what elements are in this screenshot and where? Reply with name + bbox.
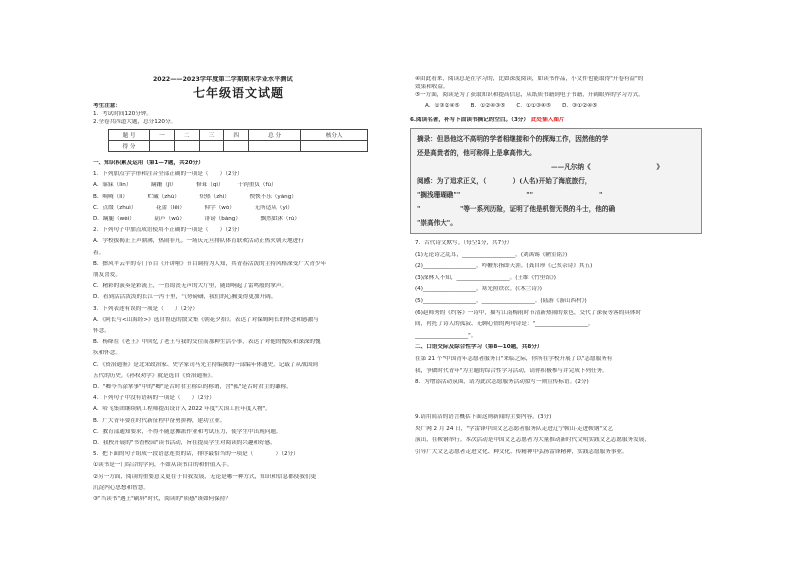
excerpt-line: "搁浅珊瑚礁"" "" " — [417, 191, 603, 199]
text-line: 3．下列表述有误的一项是（ ）（2分） — [93, 305, 199, 312]
text-line: 朋友喜爱。 — [93, 272, 121, 278]
excerpt-line: "崇高伟大"。 — [417, 219, 457, 227]
text-line: ④由此看来，阅读总是在学习的，比如深度阅读，如读书作品，小文件也能取得"开卷有益"的 — [415, 76, 644, 82]
text-line: A．学校拔揭止上声鼎沸，热闹非凡。一场庆元旦排队体育联欢活动正热火朝天地进行 — [93, 238, 304, 245]
text-line: 五代的历史。《孙权劝学》就是选自《资治通鉴》。 — [93, 372, 217, 379]
text-line: 8．为增添活动氛围，请为此次志愿服务活动拟写一则宣传标语。(2分) — [415, 379, 589, 386]
score-table — [108, 129, 368, 152]
q5-options: A．①③②④⑤ B．①②④③⑤ C．①①③④⑤ D．③①②④⑤ — [425, 103, 598, 109]
score-cell — [301, 141, 368, 152]
score-cell: 三 — [199, 130, 224, 141]
text-line: ②另一方面，阅读的重要意义更在于自我发展，无论是哪一种方式，知识和信息都使我们更 — [93, 473, 317, 480]
text-line: B．杨绛在《老王》中回忆了老王与我的交往而那种生活小事，表达了对他的愧疚和深深的愧 — [93, 339, 321, 346]
text-line: 一、知识积累及运用（第1—7题，共20分） — [93, 160, 204, 166]
text-line: (1)无论诗之乱耳，___________________。(刘禹锡《陋室铭》) — [415, 251, 568, 258]
excerpt-line: 还是高贵者的，他可称得上是拿高伟大。 — [417, 149, 536, 157]
text-line: 二、口语交际及综合性学习（第8—10题，共8分） — [415, 344, 543, 351]
notice-line-2: 2.全卷共四道大题，总分120分。 — [93, 119, 177, 125]
text-line: ③"当读书"遇上"刷屏"时代，阅读的"质感"该如何保持？ — [93, 496, 231, 502]
excerpt-image — [410, 128, 702, 234]
text-line: ①读书是一门综合的学问，不如从读书目的和价值入手。 — [93, 462, 233, 469]
text-line: D．"卿今当涂掌事"中的"卿"是古时君主称臣的称谓，含"孤"是古时君主的谦称。 — [93, 384, 292, 390]
text-line: 2．下列句子中加点成语使用不正确的一项是（ ）（2分） — [93, 227, 243, 234]
score-cell: 总 分 — [249, 130, 301, 141]
text-line: 间，衬托了诗人的孤寂、无聊心情的两句诗是："___________________， — [415, 321, 594, 328]
text-line: 1．下列加点字字形和注音全部正确的一项是（ ）（2分） — [93, 171, 243, 178]
score-cell: 核分人 — [301, 130, 368, 141]
text-line: (5)___________________，___________________。(陆游《游山西村》) — [415, 298, 587, 304]
score-table-header-row — [109, 130, 368, 141]
text-line: D．蹒腿（wèi） 葫芦（wǔ） 诽谤（bàng） 飘然如沐（rú） — [93, 216, 300, 222]
text-line: 央广网 2 月 24 日，"学雷锋中国文艺志愿者服务队走进辽宁鞍山·走进鞍钢"文艺 — [415, 425, 614, 432]
text-line: C．《资治通鉴》是北宋政治家、史学家司马光主持编撰的一部编年体通史，记载了从战国到 — [93, 361, 318, 368]
score-cell — [249, 141, 301, 152]
excerpt-line: " "等一系列历险，证明了他是机智无畏的斗士，他的确 — [417, 205, 616, 213]
text-line: B．啁啁（lì） 贮藏（zhù） 炽热（zhì） 怏怏不乐（yàng） — [93, 193, 297, 200]
text-line: C．教育部通知要求，不得不随意摊派作业和考试压力，使学生中出现问题。 — [93, 428, 282, 435]
text-line: B．广大青年要在时代新征程中奋勇拼搏，建功立业。 — [93, 417, 226, 424]
text-line: 着。 — [93, 249, 105, 256]
text-line: 怀念。 — [93, 328, 110, 334]
score-cell — [150, 141, 175, 152]
text-line: (6)赵师秀的《约客》一诗中，描写江南梅雨时节清新热闹的景色，交代了深夜等客的具体时 — [415, 309, 642, 316]
text-line: (3)深林人不知，___________________。(王维《竹里馆》) — [415, 274, 556, 281]
text-line: ___________________"。 — [415, 332, 477, 339]
text-line: D．我校开展的"书香校园"读书活动，旨在提高学生对阅读的兴趣和好感。 — [93, 440, 276, 446]
notice-label: 考生注意： — [93, 103, 121, 109]
excerpt-line: ——凡尔纳《 》 — [551, 163, 664, 171]
score-cell: 得 分 — [109, 141, 150, 152]
q6-red-note: 此处插入图片 — [530, 117, 565, 123]
notice-line-1: 1．考试时间120分钟。 — [93, 111, 152, 117]
score-cell — [199, 141, 224, 152]
score-cell: 四 — [224, 130, 249, 141]
text-line: D．看到活活泼泼的长江一泻千里，气势磅礴，我们的心胸变得更加开阔。 — [93, 294, 277, 301]
text-line: 效果和收益。 — [415, 84, 449, 90]
text-line: 9.请用简洁的语言概括下面这则新闻的主要内容。(3分) — [415, 414, 552, 420]
text-line: 演出，在鞍钢举行。本次活动是中国文艺志愿者为大量推动新时代文明实践文艺志愿服务发展， — [415, 437, 650, 444]
text-line: C．精彩的演奏是彩流上，一直钩丧无声的大厅里，随即响起了雷鸣般的掌声。 — [93, 283, 288, 290]
text-line: C．点缀（zhuì） 花蕾（lěi） 仰字（wò） 无所适从（yì） — [93, 204, 293, 211]
text-line: 疚和怀念。 — [93, 350, 121, 357]
score-table-score-row — [109, 141, 368, 152]
text-line: 7．古代诗文默写。（每空1分，共7分） — [415, 240, 513, 246]
text-line: ⑤一方面，阅读是为了获取知识和提高信息，从纸质书籍到电子书籍，开阔眼界的学习方式。 — [415, 92, 644, 98]
text-line: A．哈飞集团继续轨工程师提出设计入 2022 年度"大国工匠年度人物"。 — [93, 406, 271, 413]
exam-subtitle: 2022——2023学年度第二学期期末学业水平测试 — [153, 76, 293, 83]
score-cell — [224, 141, 249, 152]
text-line: 引导广大文艺志愿者走进文化、种文化、传精神中弘扬雷锋精神，实践志愿服务事业。 — [415, 448, 628, 455]
text-line: (4)___________________，寒光照铁衣。(《木兰诗》) — [415, 286, 542, 293]
excerpt-line: 阅感：为了追求正义，（ ）(人名)开始了海底旅行， — [417, 177, 592, 185]
score-cell: 二 — [174, 130, 199, 141]
score-cell: 题 号 — [109, 130, 150, 141]
text-line: 4．下列句子中没有语病的一项是（ ）（2分） — [93, 395, 215, 402]
exam-title: 七年级语文试题 — [193, 86, 285, 100]
score-cell — [174, 141, 199, 152]
text-line: B．擦风平云平的专门节目《开讲啦》节目调持为人知，其青春活泼的主持风格深受广大青少年 — [93, 260, 327, 267]
q6-label: 6.阅读名著，补写下面读书摘记的空白。（3分） 此处插入图片 — [410, 117, 565, 123]
text-line: A．寤寐（lìn） 蹒跚（jǐ） 修葺（qì） 千钧重负（fù） — [93, 182, 277, 189]
text-line: 沉淀内心思想和智慧。 — [93, 484, 149, 491]
text-line: 5．把下面的句子组成一段语意连贯的话，排序最恰当的一项是（ ）（2分） — [93, 451, 299, 458]
text-line: A．《阿长与<山海经>》选自鲁迅的散文集《朝花夕拾》。表达了对保姆阿长的怀念和感激与 — [93, 316, 319, 323]
text-line: 我，争做时代青年"为主题的综合性学习活动，请你积极参与并完成下列任务。 — [415, 367, 608, 374]
excerpt-line: 摘录：但恳他这不高明的学者相继接和个的探海工作，因然他的学 — [417, 135, 609, 143]
text-line: 在第 21 个"中国青年志愿者服务日"来临之际，你所在学校开展了以"志愿服务有 — [415, 356, 613, 362]
text-line: (2)___________________，吟鞭东指即天涯。(龚自珍《己亥杂诗》其五) — [415, 263, 593, 270]
score-cell: 一 — [150, 130, 175, 141]
